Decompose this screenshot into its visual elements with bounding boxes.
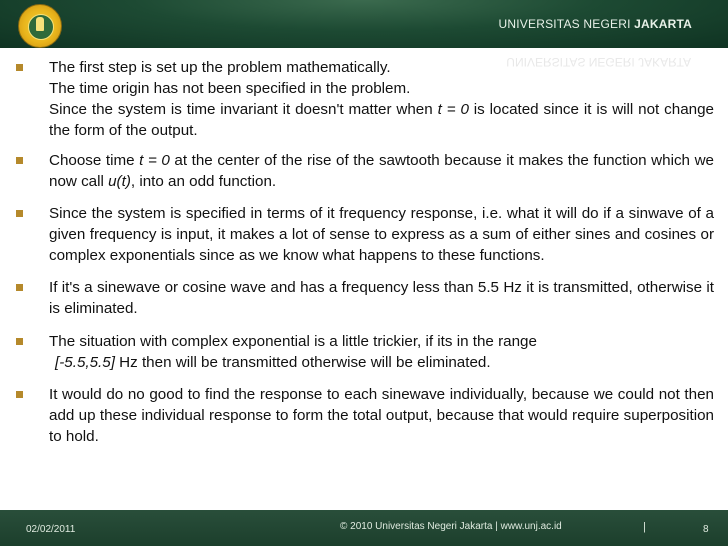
page-number: 8 <box>703 524 709 535</box>
slide-header <box>0 0 728 48</box>
bullet-icon <box>16 391 23 398</box>
text-segment: It would do no good to find the response to each sinewave individually, because we could not then add up these individual response to form the total output, because that would require superposition to hold. <box>49 386 714 445</box>
bullet-choose-time <box>14 150 714 192</box>
bullet-icon <box>16 210 23 217</box>
bullet-icon <box>16 157 23 164</box>
text-line <box>49 352 714 373</box>
math-t0: t = 0 <box>139 152 170 169</box>
university-name <box>499 17 692 31</box>
bullet-superposition <box>14 384 714 447</box>
university-name-bold: JAKARTA <box>634 17 692 31</box>
bullet-frequency-response <box>14 203 714 266</box>
university-name-reflection: UNIVERSITAS NEGERI JAKARTA <box>506 55 691 69</box>
footer-date: 02/02/2011 <box>26 524 76 535</box>
math-ut: u(t) <box>108 173 131 190</box>
text-segment: Choose time <box>49 152 140 169</box>
text-line: The time origin has not been specified in the problem. <box>49 80 411 97</box>
university-logo-icon <box>18 4 62 48</box>
text-segment: at the center of the rise of the sawtooth because it makes the function which we now call <box>49 152 714 190</box>
math-t0: t = 0 <box>437 101 469 118</box>
math-range: [-5.5,5.5] <box>55 354 115 371</box>
text-line: Since the system is time invariant it doesn't matter when <box>49 101 438 118</box>
text-segment: Since the system is specified in terms of it frequency response, i.e. what it will do if a sinwave of a given frequency is input, it makes a lot of sense to express as a sum of either sines and cosines or complex exponentials since as we know what happens to these functions. <box>49 205 714 264</box>
text-line: The first step is set up the problem mathematically. <box>49 59 391 76</box>
bullet-icon <box>16 64 23 71</box>
bullet-complex-exponential <box>14 331 714 373</box>
slide-footer <box>0 510 728 546</box>
bullet-problem-setup <box>14 57 714 141</box>
text-line: The situation with complex exponential is a little trickier, if its in the range <box>49 333 537 350</box>
text-line: is located since it is will not change the form of the output. <box>49 101 714 139</box>
footer-copyright: © 2010 Universitas Negeri Jakarta | www.unj.ac.id <box>340 521 562 532</box>
text-segment: Hz then will be transmitted otherwise will be eliminated. <box>114 354 491 371</box>
slide-content <box>14 57 714 447</box>
university-name-regular: UNIVERSITAS NEGERI <box>498 17 631 31</box>
text-segment: If it's a sinewave or cosine wave and has a frequency less than 5.5 Hz it is transmitted, otherwise it is eliminated. <box>49 279 714 317</box>
bullet-icon <box>16 338 23 345</box>
bullet-icon <box>16 284 23 291</box>
footer-separator: | <box>643 521 646 533</box>
text-segment: , into an odd function. <box>130 173 277 190</box>
bullet-sinewave <box>14 277 714 319</box>
